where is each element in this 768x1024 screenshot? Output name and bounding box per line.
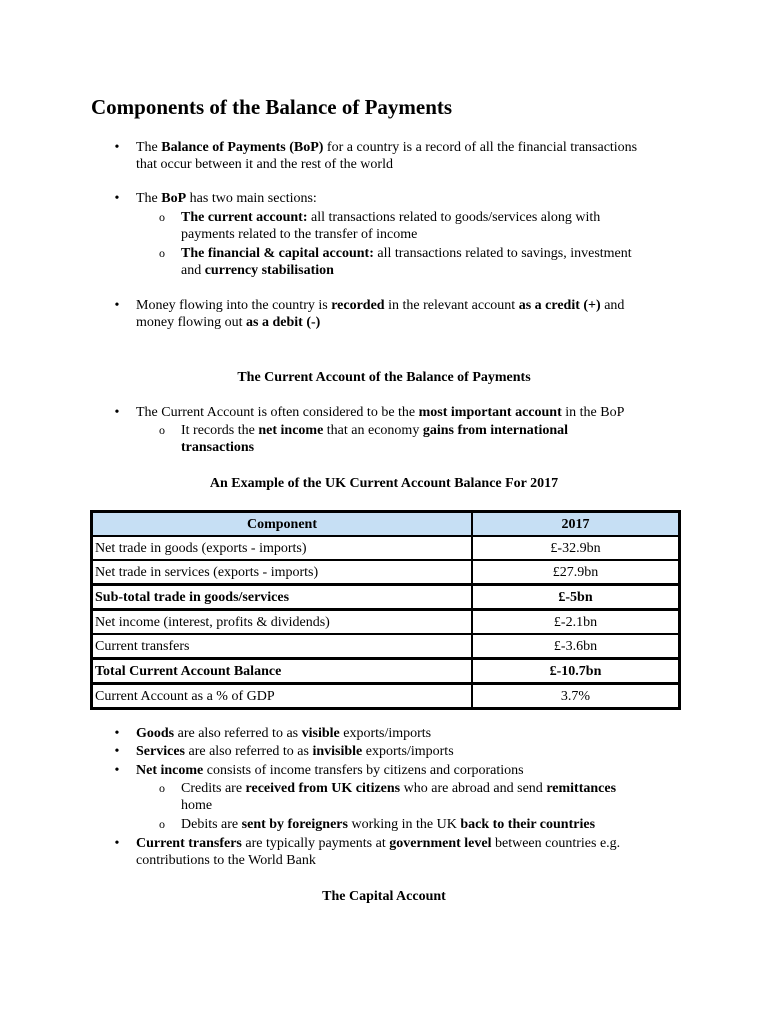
bullet-current-importance: • The Current Account is often considered to be the most important account in the BoP bbox=[110, 404, 690, 421]
bullet-dot: • bbox=[114, 726, 120, 741]
table-row bbox=[92, 634, 679, 658]
row-label: Net trade in goods (exports - imports) bbox=[92, 536, 472, 560]
row-value: 3.7% bbox=[472, 684, 679, 708]
row-label: Net income (interest, profits & dividends) bbox=[92, 610, 472, 634]
sub-note-debits: o Debits are sent by foreigners working in the UK back to their countries bbox=[110, 816, 690, 833]
note-goods: • Goods are also referred to as visible exports/imports bbox=[110, 725, 690, 742]
bullet-dot: • bbox=[114, 140, 120, 155]
bullet-dot: • bbox=[114, 298, 120, 313]
note-services: • Services are also referred to as invisible exports/imports bbox=[110, 743, 690, 760]
bullet-dot: • bbox=[114, 405, 120, 420]
sub-bullet-financial-account: o The financial & capital account: all transactions related to savings, investment and currency stabilisation bbox=[110, 245, 690, 279]
bullet-dot: • bbox=[114, 836, 120, 851]
table-row bbox=[92, 536, 679, 560]
table-header-component: Component bbox=[92, 512, 472, 536]
row-label: Sub-total trade in goods/services bbox=[92, 584, 472, 610]
table-row-total bbox=[92, 658, 679, 684]
row-value: £-3.6bn bbox=[472, 634, 679, 658]
row-value: £27.9bn bbox=[472, 560, 679, 584]
row-label: Current Account as a % of GDP bbox=[92, 684, 472, 708]
row-label: Total Current Account Balance bbox=[92, 658, 472, 684]
sub-bullet-circle: o bbox=[159, 781, 165, 795]
example-heading: An Example of the UK Current Account Balance For 2017 bbox=[209, 476, 559, 491]
bullet-bop-sections: • The BoP has two main sections: bbox=[110, 190, 690, 207]
sub-bullet-current-account: o The current account: all transactions related to goods/services along with payments related to the transfer of income bbox=[110, 209, 690, 243]
row-label: Net trade in services (exports - imports) bbox=[92, 560, 472, 584]
sub-note-credits: o Credits are received from UK citizens who are abroad and send remittances home bbox=[110, 780, 690, 814]
row-value: £-10.7bn bbox=[472, 658, 679, 684]
table-row bbox=[92, 684, 679, 708]
row-label: Current transfers bbox=[92, 634, 472, 658]
note-net-income: • Net income consists of income transfers by citizens and corporations bbox=[110, 762, 690, 779]
table-header-year: 2017 bbox=[472, 512, 679, 536]
bullet-dot: • bbox=[114, 191, 120, 206]
row-value: £-32.9bn bbox=[472, 536, 679, 560]
capital-account-heading: The Capital Account bbox=[322, 889, 446, 904]
table-row bbox=[92, 560, 679, 584]
sub-bullet-net-income: o It records the net income that an economy gains from international transactions bbox=[110, 422, 690, 456]
sub-bullet-circle: o bbox=[159, 817, 165, 831]
note-current-transfers: • Current transfers are typically payments at government level between countries e.g. contributions to the World Bank bbox=[110, 835, 690, 869]
sub-bullet-circle: o bbox=[159, 210, 165, 224]
row-value: £-2.1bn bbox=[472, 610, 679, 634]
page-title: Components of the Balance of Payments bbox=[91, 95, 453, 119]
bullet-money-flow: • Money flowing into the country is recorded in the relevant account as a credit (+) and money flowing out as a debit (-) bbox=[110, 297, 690, 331]
row-value: £-5bn bbox=[472, 584, 679, 610]
current-account-heading: The Current Account of the Balance of Payments bbox=[237, 370, 531, 385]
bullet-dot: • bbox=[114, 763, 120, 778]
sub-bullet-circle: o bbox=[159, 423, 165, 437]
sub-bullet-circle: o bbox=[159, 246, 165, 260]
table-header-row bbox=[92, 512, 679, 536]
current-account-table bbox=[90, 510, 681, 710]
bullet-dot: • bbox=[114, 744, 120, 759]
table-row bbox=[92, 610, 679, 634]
bullet-bop-definition: • The Balance of Payments (BoP) for a country is a record of all the financial transactions that occur between it and the rest of the world bbox=[110, 139, 690, 173]
table-row-subtotal bbox=[92, 584, 679, 610]
